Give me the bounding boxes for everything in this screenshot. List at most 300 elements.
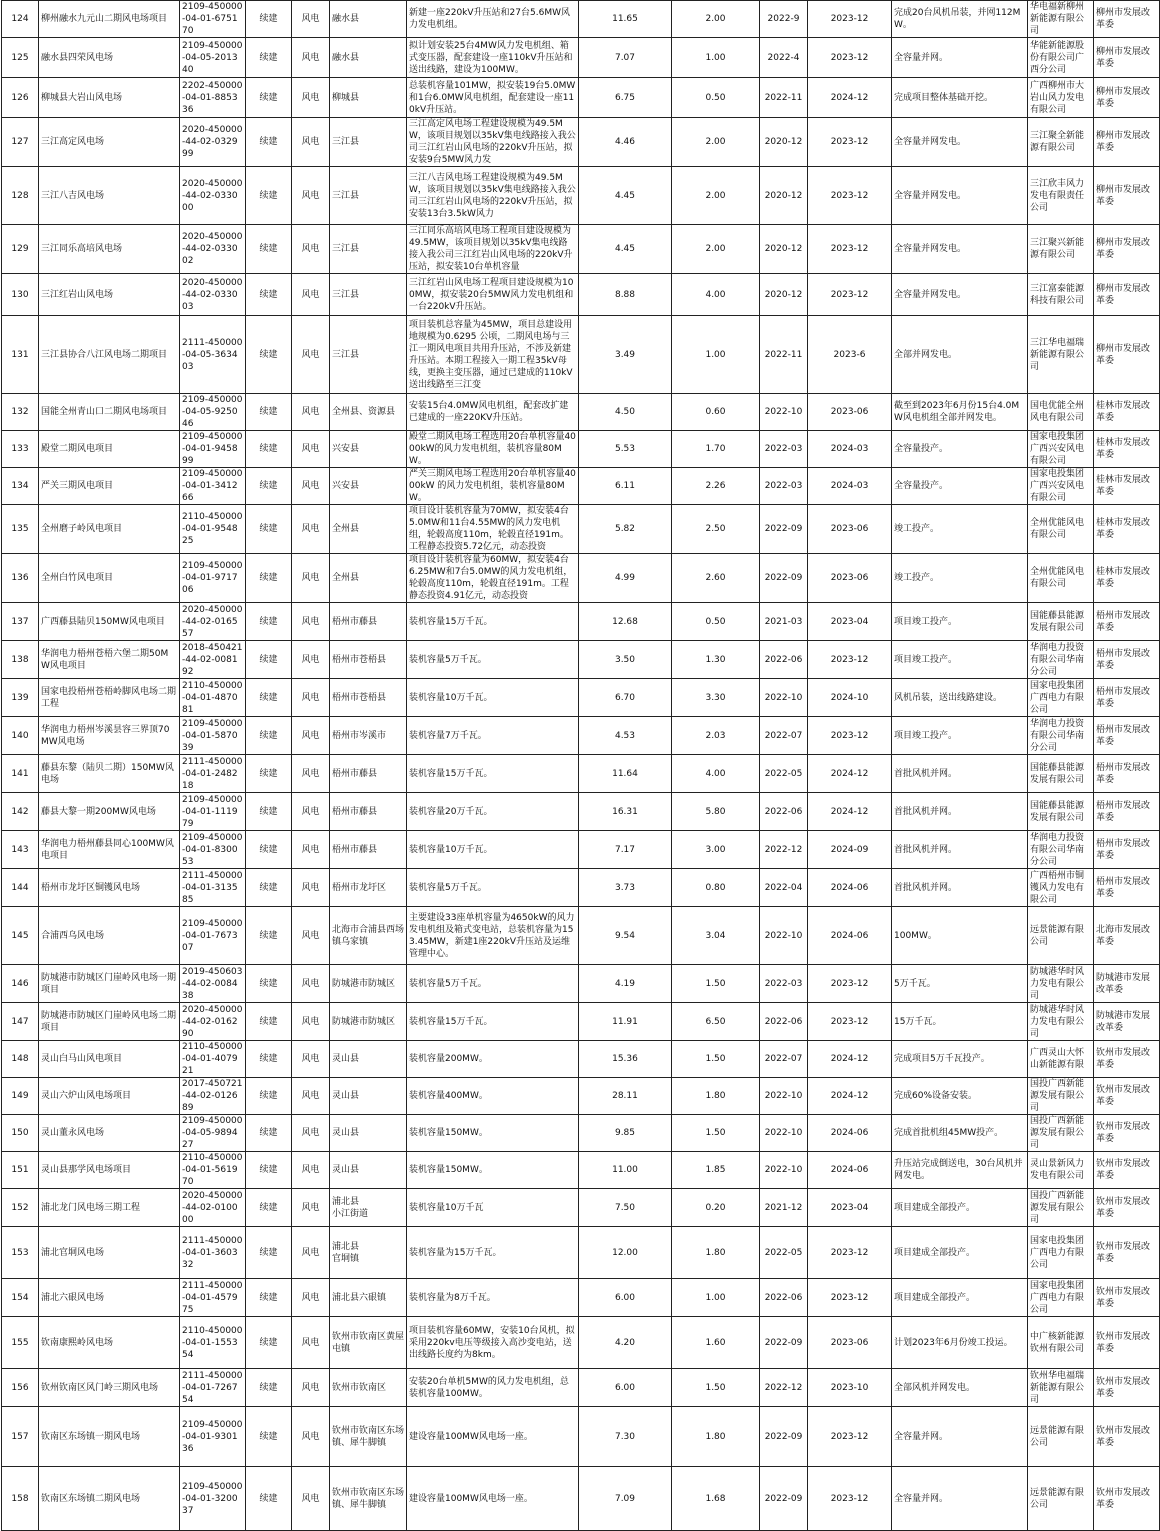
location-cell: 三江县 xyxy=(330,118,407,167)
start-date-cell: 2022-12 xyxy=(760,1369,808,1407)
authority-cell: 钦州市发展改革委 xyxy=(1094,1279,1160,1317)
total-investment-cell: 12.00 xyxy=(579,1227,672,1279)
project-code-cell: 2110-450000-04-01-487081 xyxy=(180,679,246,717)
row-number-cell: 149 xyxy=(2,1078,39,1115)
annual-target-cell: 完成60%设备安装。 xyxy=(892,1078,1028,1115)
row-number-cell: 143 xyxy=(2,831,39,869)
category-cell: 风电 xyxy=(292,793,330,831)
end-date-cell: 2023-12 xyxy=(808,1467,892,1531)
owner-cell: 三江聚全新能源有限公司 xyxy=(1028,118,1094,167)
row-number-cell: 150 xyxy=(2,1115,39,1152)
status-cell: 续建 xyxy=(246,468,292,505)
construction-content-cell: 装机容量20万千瓦。 xyxy=(407,793,579,831)
start-date-cell: 2022-4 xyxy=(760,38,808,78)
owner-cell: 广西灵山大怀山新能源有限 xyxy=(1028,1041,1094,1078)
status-cell: 续建 xyxy=(246,1152,292,1189)
start-date-cell: 2022-06 xyxy=(760,641,808,679)
construction-content-cell: 装机容量15万千瓦。 xyxy=(407,603,579,641)
status-cell: 续建 xyxy=(246,679,292,717)
location-cell: 灵山县 xyxy=(330,1041,407,1078)
status-cell: 续建 xyxy=(246,38,292,78)
table-row xyxy=(2,1041,1160,1078)
construction-content-cell: 三江八吉风电场工程建设规模为49.5MW，该项目规划以35kV集电线路接入我公司三江红岩山风电场的220kV升压站，拟安装13台3.5kW风力 xyxy=(407,167,579,225)
location-cell: 灵山县 xyxy=(330,1078,407,1115)
owner-cell: 华能新能源股份有限公司广西分公司 xyxy=(1028,38,1094,78)
location-cell: 钦州市钦南区 xyxy=(330,1369,407,1407)
total-investment-cell: 4.45 xyxy=(579,225,672,274)
construction-content-cell: 殿堂二期风电场工程选用20台单机容量4000kW的风力发电机组，装机容量80MW。 xyxy=(407,431,579,468)
category-cell: 风电 xyxy=(292,1078,330,1115)
end-date-cell: 2023-04 xyxy=(808,1189,892,1227)
construction-content-cell: 装机容量10万千瓦 xyxy=(407,1189,579,1227)
annual-target-cell: 全部并网发电。 xyxy=(892,316,1028,394)
project-name-cell: 华润电力梧州苍梧六堡二期50MW风电项目 xyxy=(39,641,180,679)
table-row xyxy=(2,965,1160,1003)
annual-investment-cell: 2.26 xyxy=(672,468,760,505)
table-row xyxy=(2,641,1160,679)
table-row xyxy=(2,1,1160,38)
project-code-cell: 2111-450000-04-01-457975 xyxy=(180,1279,246,1317)
annual-investment-cell: 1.50 xyxy=(672,965,760,1003)
total-investment-cell: 11.65 xyxy=(579,1,672,38)
project-name-cell: 国能全州青山口二期风电场项目 xyxy=(39,394,180,431)
authority-cell: 梧州市发展改革委 xyxy=(1094,641,1160,679)
authority-cell: 梧州市发展改革委 xyxy=(1094,869,1160,907)
row-number-cell: 137 xyxy=(2,603,39,641)
end-date-cell: 2024-06 xyxy=(808,1152,892,1189)
annual-target-cell: 全容量并网发电。 xyxy=(892,225,1028,274)
end-date-cell: 2024-09 xyxy=(808,831,892,869)
project-code-cell: 2020-450000-44-02-033000 xyxy=(180,167,246,225)
total-investment-cell: 16.31 xyxy=(579,793,672,831)
location-cell: 灵山县 xyxy=(330,1115,407,1152)
authority-cell: 钦州市发展改革委 xyxy=(1094,1467,1160,1531)
start-date-cell: 2022-9 xyxy=(760,1,808,38)
total-investment-cell: 3.49 xyxy=(579,316,672,394)
owner-cell: 国能藤县能源发展有限公司 xyxy=(1028,793,1094,831)
end-date-cell: 2024-06 xyxy=(808,1115,892,1152)
total-investment-cell: 4.46 xyxy=(579,118,672,167)
category-cell: 风电 xyxy=(292,869,330,907)
category-cell: 风电 xyxy=(292,505,330,554)
project-code-cell: 2109-450000-04-01-930136 xyxy=(180,1407,246,1467)
category-cell: 风电 xyxy=(292,167,330,225)
status-cell: 续建 xyxy=(246,1189,292,1227)
category-cell: 风电 xyxy=(292,1407,330,1467)
owner-cell: 国能藤县能源发展有限公司 xyxy=(1028,603,1094,641)
row-number-cell: 156 xyxy=(2,1369,39,1407)
annual-target-cell: 竣工投产。 xyxy=(892,505,1028,554)
project-code-cell: 2109-450000-04-01-111979 xyxy=(180,793,246,831)
project-code-cell: 2017-450721-44-02-012689 xyxy=(180,1078,246,1115)
row-number-cell: 130 xyxy=(2,274,39,316)
construction-content-cell: 装机容量400MW。 xyxy=(407,1078,579,1115)
start-date-cell: 2022-09 xyxy=(760,1317,808,1369)
location-cell: 梧州市藤县 xyxy=(330,603,407,641)
status-cell: 续建 xyxy=(246,603,292,641)
row-number-cell: 127 xyxy=(2,118,39,167)
annual-investment-cell: 0.50 xyxy=(672,78,760,118)
project-code-cell: 2110-450000-04-01-561970 xyxy=(180,1152,246,1189)
table-row xyxy=(2,603,1160,641)
annual-target-cell: 完成项目5万千瓦投产。 xyxy=(892,1041,1028,1078)
total-investment-cell: 4.45 xyxy=(579,167,672,225)
project-name-cell: 华润电力梧州岑溪昙容三界顶70MW风电场 xyxy=(39,717,180,755)
location-cell: 三江县 xyxy=(330,274,407,316)
status-cell: 续建 xyxy=(246,641,292,679)
annual-investment-cell: 1.80 xyxy=(672,1227,760,1279)
start-date-cell: 2022-04 xyxy=(760,869,808,907)
owner-cell: 远景能源有限公司 xyxy=(1028,1407,1094,1467)
category-cell: 风电 xyxy=(292,1227,330,1279)
construction-content-cell: 装机容量200MW。 xyxy=(407,1041,579,1078)
project-name-cell: 国家电投梧州苍梧岭脚风电场二期工程 xyxy=(39,679,180,717)
category-cell: 风电 xyxy=(292,1115,330,1152)
status-cell: 续建 xyxy=(246,1467,292,1531)
location-cell: 钦州市钦南区黄屋屯镇 xyxy=(330,1317,407,1369)
project-code-cell: 2109-450000-04-05-925046 xyxy=(180,394,246,431)
owner-cell: 三江聚兴新能源有限公司 xyxy=(1028,225,1094,274)
annual-investment-cell: 1.68 xyxy=(672,1467,760,1531)
annual-target-cell: 项目竣工投产。 xyxy=(892,641,1028,679)
owner-cell: 三江华电福瑞新能源有限公司 xyxy=(1028,316,1094,394)
table-row xyxy=(2,1369,1160,1407)
row-number-cell: 151 xyxy=(2,1152,39,1189)
start-date-cell: 2022-10 xyxy=(760,679,808,717)
end-date-cell: 2024-06 xyxy=(808,907,892,965)
project-name-cell: 合浦西乌风电场 xyxy=(39,907,180,965)
annual-target-cell: 全容量并网发电。 xyxy=(892,118,1028,167)
authority-cell: 桂林市发展改革委 xyxy=(1094,431,1160,468)
location-cell: 梧州市苍梧县 xyxy=(330,641,407,679)
end-date-cell: 2024-12 xyxy=(808,793,892,831)
table-row xyxy=(2,78,1160,118)
row-number-cell: 139 xyxy=(2,679,39,717)
project-name-cell: 全州白竹风电项目 xyxy=(39,554,180,603)
owner-cell: 华润电力投资有限公司华南分公司 xyxy=(1028,717,1094,755)
construction-content-cell: 装机容量150MW。 xyxy=(407,1152,579,1189)
row-number-cell: 125 xyxy=(2,38,39,78)
row-number-cell: 157 xyxy=(2,1407,39,1467)
project-code-cell: 2109-450000-04-01-675170 xyxy=(180,1,246,38)
start-date-cell: 2020-12 xyxy=(760,167,808,225)
end-date-cell: 2023-06 xyxy=(808,394,892,431)
owner-cell: 华润电力投资有限公司华南分公司 xyxy=(1028,641,1094,679)
end-date-cell: 2023-12 xyxy=(808,167,892,225)
total-investment-cell: 7.50 xyxy=(579,1189,672,1227)
row-number-cell: 140 xyxy=(2,717,39,755)
table-row xyxy=(2,907,1160,965)
project-name-cell: 柳城县大岩山风电场 xyxy=(39,78,180,118)
row-number-cell: 136 xyxy=(2,554,39,603)
status-cell: 续建 xyxy=(246,1369,292,1407)
annual-investment-cell: 1.30 xyxy=(672,641,760,679)
category-cell: 风电 xyxy=(292,78,330,118)
annual-investment-cell: 2.00 xyxy=(672,118,760,167)
table-row xyxy=(2,869,1160,907)
annual-target-cell: 项目建成全部投产。 xyxy=(892,1227,1028,1279)
annual-target-cell: 项目竣工投产。 xyxy=(892,603,1028,641)
authority-cell: 梧州市发展改革委 xyxy=(1094,831,1160,869)
annual-investment-cell: 1.70 xyxy=(672,431,760,468)
annual-investment-cell: 1.80 xyxy=(672,1078,760,1115)
annual-investment-cell: 1.00 xyxy=(672,316,760,394)
status-cell: 续建 xyxy=(246,1227,292,1279)
authority-cell: 钦州市发展改革委 xyxy=(1094,1407,1160,1467)
annual-target-cell: 首批风机并网。 xyxy=(892,755,1028,793)
category-cell: 风电 xyxy=(292,554,330,603)
status-cell: 续建 xyxy=(246,118,292,167)
status-cell: 续建 xyxy=(246,1,292,38)
annual-target-cell: 升压站完成倒送电，30台风机并网发电。 xyxy=(892,1152,1028,1189)
project-name-cell: 防城港市防城区门崖岭风电场一期项目 xyxy=(39,965,180,1003)
total-investment-cell: 9.85 xyxy=(579,1115,672,1152)
annual-investment-cell: 0.80 xyxy=(672,869,760,907)
authority-cell: 桂林市发展改革委 xyxy=(1094,468,1160,505)
location-cell: 兴安县 xyxy=(330,468,407,505)
row-number-cell: 133 xyxy=(2,431,39,468)
location-cell: 融水县 xyxy=(330,38,407,78)
end-date-cell: 2023-10 xyxy=(808,1369,892,1407)
authority-cell: 钦州市发展改革委 xyxy=(1094,1189,1160,1227)
row-number-cell: 142 xyxy=(2,793,39,831)
total-investment-cell: 7.07 xyxy=(579,38,672,78)
annual-target-cell: 首批风机并网。 xyxy=(892,869,1028,907)
end-date-cell: 2023-12 xyxy=(808,717,892,755)
owner-cell: 三江富泰能源科技有限公司 xyxy=(1028,274,1094,316)
status-cell: 续建 xyxy=(246,1078,292,1115)
table-row xyxy=(2,1467,1160,1531)
project-code-cell: 2020-450000-44-02-032999 xyxy=(180,118,246,167)
annual-target-cell: 100MW。 xyxy=(892,907,1028,965)
row-number-cell: 147 xyxy=(2,1003,39,1041)
owner-cell: 国家电投集团广西兴安风电有限公司 xyxy=(1028,431,1094,468)
construction-content-cell: 项目设计装机容量为60MW，拟安装4台6.25MW和7台5.0MW的风力发电机组，轮毂高度110m，轮毂直径191m。工程静态投资4.91亿元，动态投资 xyxy=(407,554,579,603)
row-number-cell: 145 xyxy=(2,907,39,965)
end-date-cell: 2023-12 xyxy=(808,1,892,38)
status-cell: 续建 xyxy=(246,1115,292,1152)
project-code-cell: 2111-450000-04-05-363403 xyxy=(180,316,246,394)
authority-cell: 钦州市发展改革委 xyxy=(1094,1227,1160,1279)
location-cell: 梧州市岑溪市 xyxy=(330,717,407,755)
end-date-cell: 2024-12 xyxy=(808,78,892,118)
annual-target-cell: 全部风机并网发电。 xyxy=(892,1369,1028,1407)
authority-cell: 柳州市发展改革委 xyxy=(1094,225,1160,274)
location-cell: 三江县 xyxy=(330,225,407,274)
status-cell: 续建 xyxy=(246,793,292,831)
end-date-cell: 2023-12 xyxy=(808,1227,892,1279)
category-cell: 风电 xyxy=(292,831,330,869)
start-date-cell: 2020-12 xyxy=(760,225,808,274)
annual-target-cell: 完成20台风机吊装，并网112MW。 xyxy=(892,1,1028,38)
annual-target-cell: 首批风机并网。 xyxy=(892,831,1028,869)
table-row xyxy=(2,831,1160,869)
category-cell: 风电 xyxy=(292,431,330,468)
start-date-cell: 2022-09 xyxy=(760,505,808,554)
status-cell: 续建 xyxy=(246,831,292,869)
annual-investment-cell: 4.00 xyxy=(672,755,760,793)
status-cell: 续建 xyxy=(246,505,292,554)
annual-investment-cell: 1.60 xyxy=(672,1317,760,1369)
row-number-cell: 144 xyxy=(2,869,39,907)
authority-cell: 柳州市发展改革委 xyxy=(1094,118,1160,167)
location-cell: 三江县 xyxy=(330,167,407,225)
end-date-cell: 2023-12 xyxy=(808,965,892,1003)
owner-cell: 中广核新能源钦州有限公司 xyxy=(1028,1317,1094,1369)
construction-content-cell: 三江红岩山风电场工程项目建设规模为100MW，拟安装20台5MW风力发电机组和一台220kV升压站。 xyxy=(407,274,579,316)
end-date-cell: 2023-12 xyxy=(808,1407,892,1467)
row-number-cell: 141 xyxy=(2,755,39,793)
project-name-cell: 灵山六炉山风电场项目 xyxy=(39,1078,180,1115)
category-cell: 风电 xyxy=(292,1369,330,1407)
annual-investment-cell: 2.00 xyxy=(672,225,760,274)
table-row xyxy=(2,316,1160,394)
end-date-cell: 2024-12 xyxy=(808,1078,892,1115)
authority-cell: 钦州市发展改革委 xyxy=(1094,1152,1160,1189)
end-date-cell: 2023-06 xyxy=(808,1317,892,1369)
annual-investment-cell: 3.00 xyxy=(672,831,760,869)
table-row xyxy=(2,1279,1160,1317)
annual-investment-cell: 0.60 xyxy=(672,394,760,431)
status-cell: 续建 xyxy=(246,1407,292,1467)
project-name-cell: 广西藤县陆贝150MW风电项目 xyxy=(39,603,180,641)
project-name-cell: 浦北龙门风电场三期工程 xyxy=(39,1189,180,1227)
construction-content-cell: 装机容量5万千瓦。 xyxy=(407,869,579,907)
location-cell: 浦北县 小江街道 xyxy=(330,1189,407,1227)
project-name-cell: 钦州钦南区风门岭三期风电场 xyxy=(39,1369,180,1407)
status-cell: 续建 xyxy=(246,1003,292,1041)
total-investment-cell: 15.36 xyxy=(579,1041,672,1078)
authority-cell: 柳州市发展改革委 xyxy=(1094,167,1160,225)
start-date-cell: 2022-11 xyxy=(760,316,808,394)
authority-cell: 柳州市发展改革委 xyxy=(1094,38,1160,78)
location-cell: 北海市合浦县西场镇乌家镇 xyxy=(330,907,407,965)
location-cell: 梧州市苍梧县 xyxy=(330,679,407,717)
location-cell: 全州县 xyxy=(330,554,407,603)
annual-target-cell: 截至到2023年6月份15台4.0MW风电机组全部并网发电。 xyxy=(892,394,1028,431)
category-cell: 风电 xyxy=(292,1003,330,1041)
authority-cell: 北海市发展改革委 xyxy=(1094,907,1160,965)
location-cell: 梧州市藤县 xyxy=(330,831,407,869)
category-cell: 风电 xyxy=(292,755,330,793)
total-investment-cell: 8.88 xyxy=(579,274,672,316)
start-date-cell: 2022-09 xyxy=(760,1407,808,1467)
table-row xyxy=(2,1189,1160,1227)
total-investment-cell: 6.00 xyxy=(579,1369,672,1407)
start-date-cell: 2022-12 xyxy=(760,831,808,869)
start-date-cell: 2022-03 xyxy=(760,431,808,468)
table-row xyxy=(2,755,1160,793)
start-date-cell: 2022-10 xyxy=(760,1152,808,1189)
category-cell: 风电 xyxy=(292,1,330,38)
annual-target-cell: 完成首批机组45MW投产。 xyxy=(892,1115,1028,1152)
construction-content-cell: 安装20台单机5MW的风力发电机组，总装机容量100MW。 xyxy=(407,1369,579,1407)
status-cell: 续建 xyxy=(246,717,292,755)
end-date-cell: 2023-12 xyxy=(808,118,892,167)
project-name-cell: 三江高定风电场 xyxy=(39,118,180,167)
project-code-cell: 2020-450000-44-02-033003 xyxy=(180,274,246,316)
category-cell: 风电 xyxy=(292,38,330,78)
project-name-cell: 严关三期风电项目 xyxy=(39,468,180,505)
construction-content-cell: 三江同乐高培风电场工程项目建设规模为49.5MW，该项目规划以35kV集电线路接入我公司三江红岩山风电场的220kV升压站，拟安装10台单机容量 xyxy=(407,225,579,274)
table-row xyxy=(2,118,1160,167)
total-investment-cell: 12.68 xyxy=(579,603,672,641)
annual-investment-cell: 6.50 xyxy=(672,1003,760,1041)
project-name-cell: 灵山白马山风电项目 xyxy=(39,1041,180,1078)
status-cell: 续建 xyxy=(246,965,292,1003)
construction-content-cell: 装机容量为8万千瓦。 xyxy=(407,1279,579,1317)
end-date-cell: 2023-04 xyxy=(808,603,892,641)
annual-target-cell: 竣工投产。 xyxy=(892,554,1028,603)
end-date-cell: 2024-03 xyxy=(808,431,892,468)
construction-content-cell: 安装15台4.0MW风电机组，配套改扩建已建成的一座220KV升压站。 xyxy=(407,394,579,431)
project-name-cell: 浦北官垌风电场 xyxy=(39,1227,180,1279)
annual-investment-cell: 1.50 xyxy=(672,1369,760,1407)
project-code-cell: 2109-450000-04-01-830053 xyxy=(180,831,246,869)
project-name-cell: 梧州市龙圩区铜镬风电场 xyxy=(39,869,180,907)
owner-cell: 全州优能风电有限公司 xyxy=(1028,505,1094,554)
location-cell: 梧州市藤县 xyxy=(330,793,407,831)
row-number-cell: 131 xyxy=(2,316,39,394)
authority-cell: 钦州市发展改革委 xyxy=(1094,1317,1160,1369)
owner-cell: 防城港华时风力发电有限公司 xyxy=(1028,1003,1094,1041)
status-cell: 续建 xyxy=(246,167,292,225)
project-code-cell: 2109-450000-04-01-320037 xyxy=(180,1467,246,1531)
row-number-cell: 124 xyxy=(2,1,39,38)
construction-content-cell: 装机容量15万千瓦。 xyxy=(407,1003,579,1041)
category-cell: 风电 xyxy=(292,1317,330,1369)
project-name-cell: 钦南康熙岭风电场 xyxy=(39,1317,180,1369)
project-code-cell: 2111-450000-04-01-313585 xyxy=(180,869,246,907)
table-row xyxy=(2,1003,1160,1041)
start-date-cell: 2022-07 xyxy=(760,1041,808,1078)
total-investment-cell: 5.82 xyxy=(579,505,672,554)
authority-cell: 柳州市发展改革委 xyxy=(1094,1,1160,38)
total-investment-cell: 11.64 xyxy=(579,755,672,793)
status-cell: 续建 xyxy=(246,1279,292,1317)
total-investment-cell: 6.00 xyxy=(579,1279,672,1317)
total-investment-cell: 9.54 xyxy=(579,907,672,965)
table-row xyxy=(2,554,1160,603)
owner-cell: 国投广西新能源发展有限公司 xyxy=(1028,1189,1094,1227)
location-cell: 钦州市钦南区东场镇、犀牛脚镇 xyxy=(330,1407,407,1467)
location-cell: 三江县 xyxy=(330,316,407,394)
annual-target-cell: 全容量并网。 xyxy=(892,1467,1028,1531)
project-name-cell: 柳州融水九元山二期风电场项目 xyxy=(39,1,180,38)
start-date-cell: 2020-12 xyxy=(760,118,808,167)
construction-content-cell: 装机容量150MW。 xyxy=(407,1115,579,1152)
construction-content-cell: 装机容量10万千瓦。 xyxy=(407,831,579,869)
project-name-cell: 全州磨子岭风电项目 xyxy=(39,505,180,554)
end-date-cell: 2024-10 xyxy=(808,679,892,717)
start-date-cell: 2022-09 xyxy=(760,1467,808,1531)
authority-cell: 桂林市发展改革委 xyxy=(1094,554,1160,603)
status-cell: 续建 xyxy=(246,1041,292,1078)
end-date-cell: 2023-12 xyxy=(808,225,892,274)
annual-investment-cell: 1.00 xyxy=(672,1279,760,1317)
authority-cell: 钦州市发展改革委 xyxy=(1094,1115,1160,1152)
row-number-cell: 132 xyxy=(2,394,39,431)
owner-cell: 钦州华电福瑞新能源有限公司 xyxy=(1028,1369,1094,1407)
location-cell: 防城港市防城区 xyxy=(330,965,407,1003)
total-investment-cell: 4.20 xyxy=(579,1317,672,1369)
table-row xyxy=(2,1078,1160,1115)
project-code-cell: 2018-450421-44-02-008192 xyxy=(180,641,246,679)
table-row xyxy=(2,793,1160,831)
construction-content-cell: 严关三期风电场工程选用20台单机容量4000kW 的风力发电机组，装机容量80MW。 xyxy=(407,468,579,505)
project-code-cell: 2020-450000-44-02-016557 xyxy=(180,603,246,641)
end-date-cell: 2023-12 xyxy=(808,274,892,316)
